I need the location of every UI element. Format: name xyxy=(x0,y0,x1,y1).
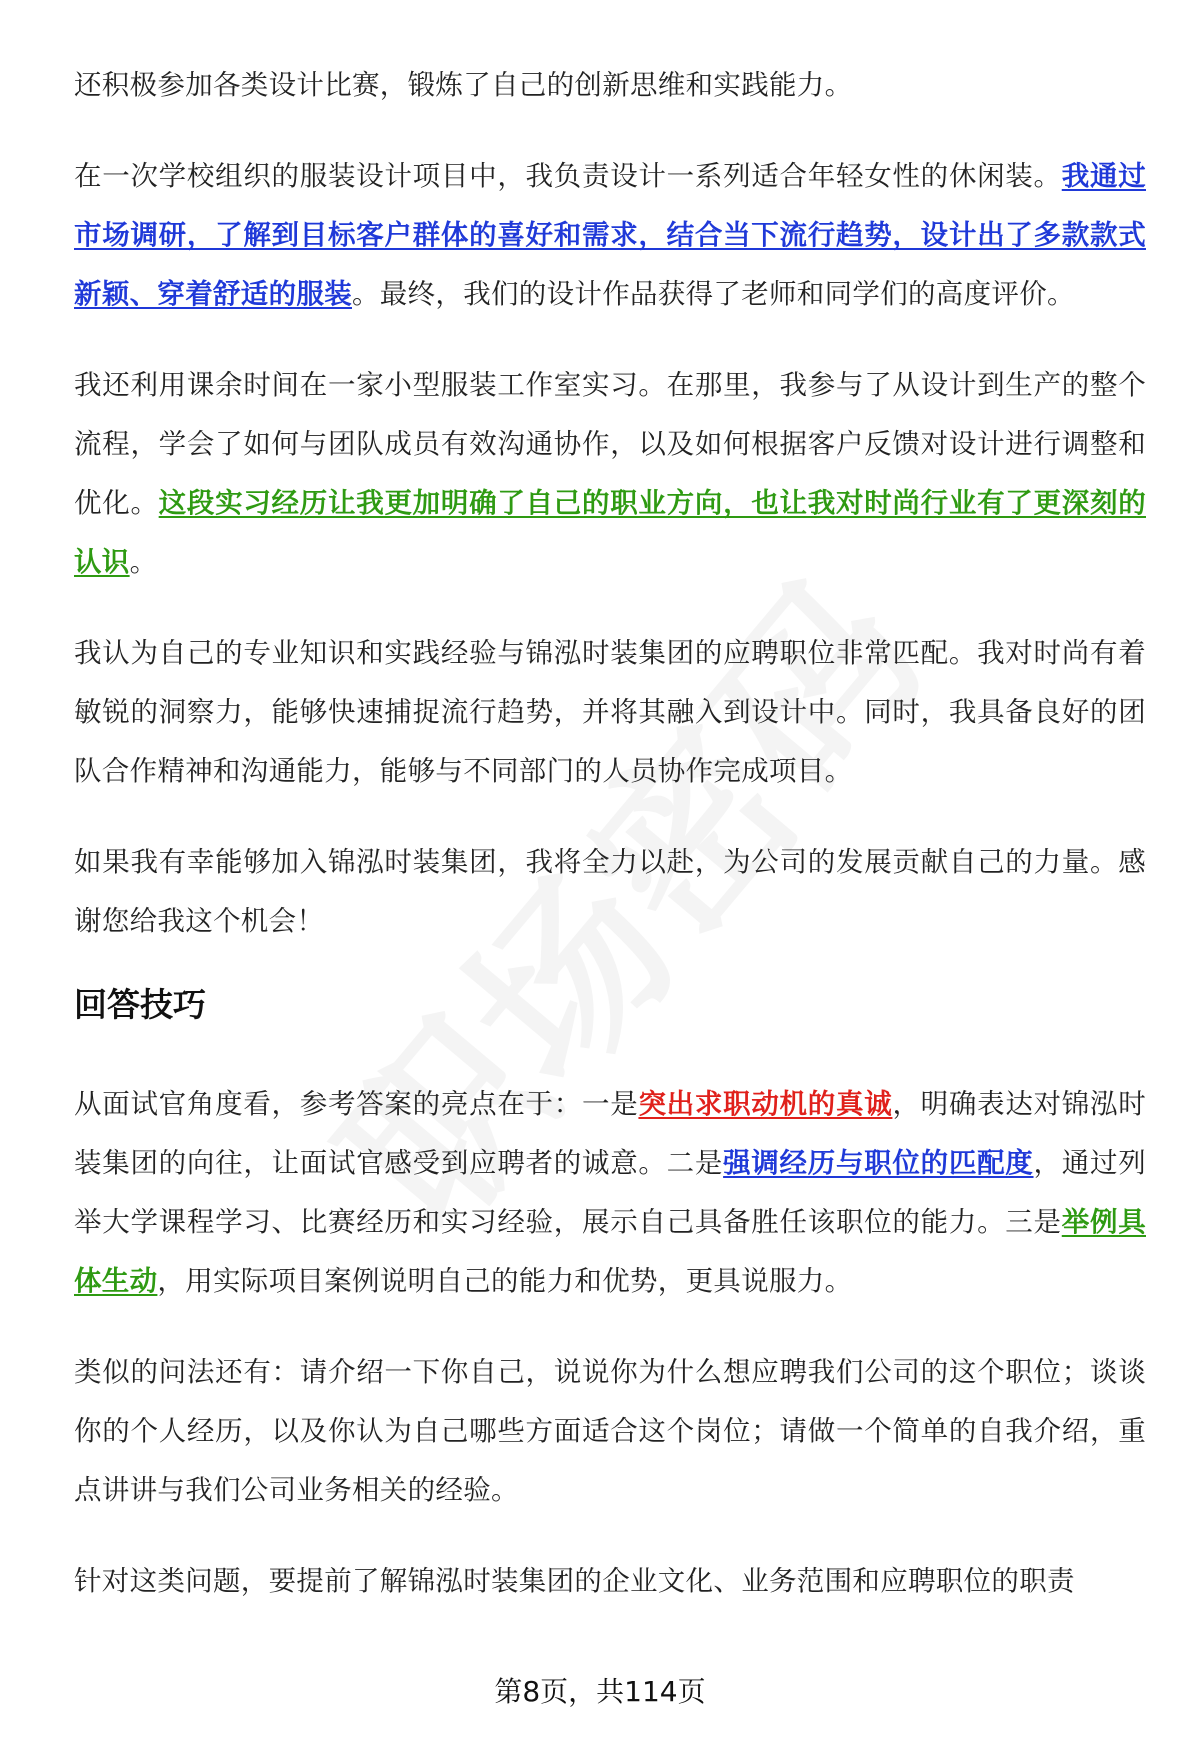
text-segment: 在一次学校组织的服装设计项目中，我负责设计一系列适合年轻女性的休闲装。 xyxy=(74,160,1062,192)
answer-paragraph xyxy=(74,56,1146,115)
page-footer: 第8页，共114页 xyxy=(494,1675,706,1708)
answer-paragraph xyxy=(74,356,1146,592)
section-heading: 回答技巧 xyxy=(74,985,206,1024)
highlight-green: 这段实习经历让我更加明确了自己的职业方向，也让我对时尚行业有了更深刻的认识 xyxy=(74,487,1146,578)
tips-body xyxy=(74,1075,1146,1611)
highlight-red: 突出求职动机的真诚 xyxy=(638,1088,893,1120)
text-segment: 针对这类问题，要提前了解锦泓时装集团的企业文化、业务范围和应聘职位的职责 xyxy=(74,1565,1075,1597)
text-segment: ，用实际项目案例说明自己的能力和优势，更具说服力。 xyxy=(157,1265,853,1297)
text-segment: 类似的问法还有：请介绍一下你自己，说说你为什么想应聘我们公司的这个职位；谈谈你的个人经历，以及你认为自己哪些方面适合这个岗位；请做一个简单的自我介绍，重点讲讲与我们公司业务相关的经验。 xyxy=(74,1356,1146,1506)
text-segment: ，通过列举大学课程学习、比赛经历和实习经验，展示自己具备胜任该职位的能力。三是 xyxy=(74,1147,1146,1238)
text-segment: 。最终，我们的设计作品获得了老师和同学们的高度评价。 xyxy=(352,278,1075,310)
text-segment: 如果我有幸能够加入锦泓时装集团，我将全力以赴，为公司的发展贡献自己的力量。感谢您给我这个机会！ xyxy=(74,846,1146,937)
tips-paragraph xyxy=(74,1343,1146,1520)
document-page xyxy=(74,56,1146,1643)
highlight-green: 举例具体生动 xyxy=(74,1206,1146,1297)
text-segment: 从面试官角度看，参考答案的亮点在于：一是 xyxy=(74,1088,639,1120)
text-segment: 我还利用课余时间在一家小型服装工作室实习。在那里，我参与了从设计到生产的整个流程，学会了如何与团队成员有效沟通协作，以及如何根据客户反馈对设计进行调整和优化。 xyxy=(74,369,1146,519)
text-segment: 。 xyxy=(129,546,158,578)
highlight-blue: 强调经历与职位的匹配度 xyxy=(723,1147,1034,1179)
highlight-blue: 我通过市场调研，了解到目标客户群体的喜好和需求，结合当下流行趋势，设计出了多款款式新颖、穿着舒适的服装 xyxy=(74,160,1146,310)
tips-paragraph xyxy=(74,1075,1146,1311)
answer-paragraph xyxy=(74,833,1146,951)
text-segment: ，明确表达对锦泓时装集团的向往，让面试官感受到应聘者的诚意。二是 xyxy=(74,1088,1147,1179)
text-segment: 我认为自己的专业知识和实践经验与锦泓时装集团的应聘职位非常匹配。我对时尚有着敏锐的洞察力，能够快速捕捉流行趋势，并将其融入到设计中。同时，我具备良好的团队合作精神和沟通能力，能够与不同部门的人员协作完成项目。 xyxy=(74,637,1146,787)
answer-paragraph xyxy=(74,624,1146,801)
answer-body xyxy=(74,56,1146,951)
answer-paragraph xyxy=(74,147,1146,324)
tips-paragraph xyxy=(74,1552,1146,1611)
text-segment: 还积极参加各类设计比赛，锻炼了自己的创新思维和实践能力。 xyxy=(74,69,853,101)
